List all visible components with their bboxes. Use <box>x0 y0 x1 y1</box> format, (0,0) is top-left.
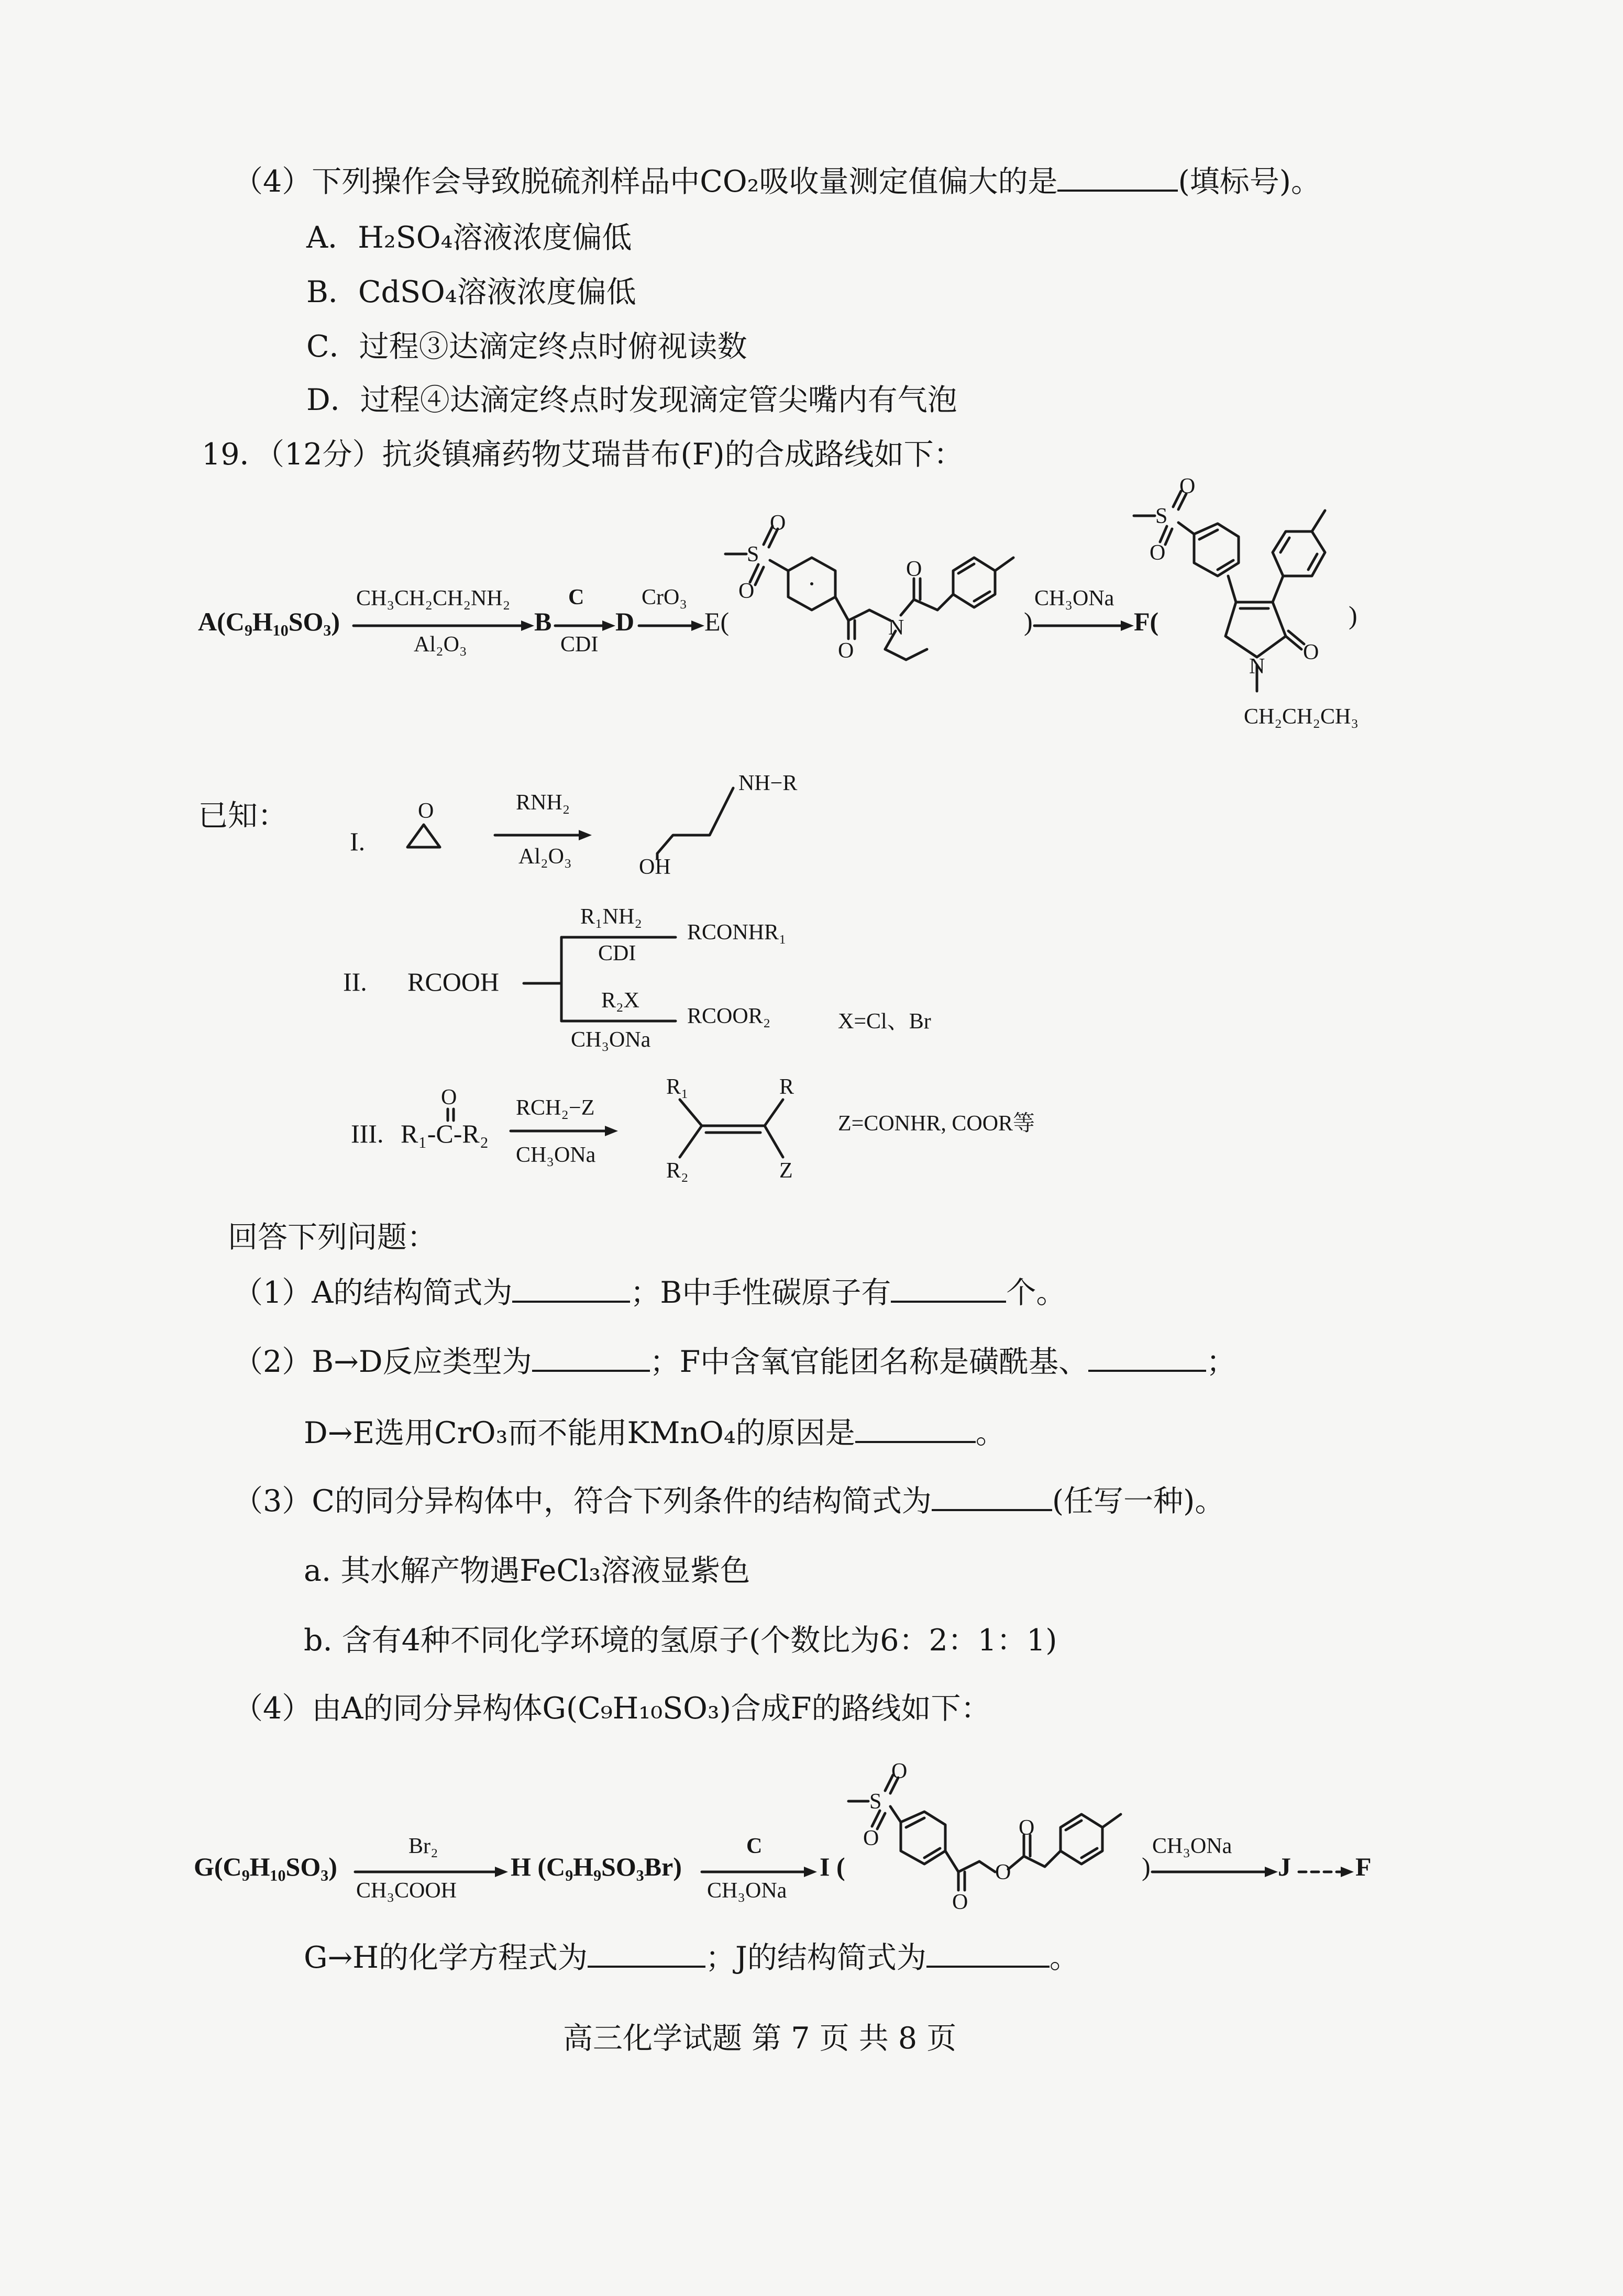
reagent-c: C <box>746 1834 763 1858</box>
f-close-paren: ) <box>1349 601 1357 630</box>
compound-a: A(C₉H₁₀SO₃) <box>198 607 340 636</box>
sub-question-2: （2）B→D反应类型为 ；F中含氧官能团名称是磺酰基、 ； <box>233 1345 1236 1379</box>
atom-o: O <box>1019 1816 1035 1840</box>
condition-a: a. 其水解产物遇FeCl₃溶液显紫色 <box>304 1554 750 1588</box>
known-i-label: I. <box>350 827 366 856</box>
compound-f-label: F( <box>1134 607 1159 636</box>
page-footer: 高三化学试题 第 7 页 共 8 页 <box>563 2021 957 2056</box>
atom-o: O <box>1303 640 1319 664</box>
option-b: B．CdSO₄溶液浓度偏低 <box>306 275 636 309</box>
i-close-paren: ) <box>1142 1852 1151 1881</box>
known-iii-prod-r2: R₂ <box>666 1159 689 1183</box>
known-iii-reagent-top: RCH₂−Z <box>516 1096 595 1120</box>
reagent-ch3ona: CH₃ONa <box>707 1879 787 1903</box>
compound-b: B <box>534 607 552 636</box>
reagent-ch3ona: CH₃ONa <box>1034 586 1114 611</box>
atom-n: N <box>1249 655 1265 679</box>
compound-i-label: I ( <box>820 1852 845 1881</box>
atom-s: S <box>869 1790 882 1814</box>
atom-s: S <box>747 542 759 567</box>
known-iii-note: Z=CONHR, COOR等 <box>838 1112 1035 1136</box>
atom-o: O <box>838 639 854 663</box>
reagent-cdi: CDI <box>560 633 599 657</box>
known-ii-top-reagent-cdi: CDI <box>598 941 636 966</box>
arrowhead <box>1341 1867 1354 1877</box>
reagent-acetic-acid: CH₃COOH <box>356 1879 457 1903</box>
reagent-al2o3: Al₂O₃ <box>414 633 467 657</box>
known-ii-bottom-product: RCOOR₂ <box>687 1004 771 1028</box>
known-ii-top-product: RCONHR₁ <box>687 920 787 945</box>
sub-question-3: （3）C的同分异构体中，符合下列条件的结构简式为 (任写一种)。 <box>233 1484 1225 1518</box>
known-iii-label: III. <box>351 1119 384 1148</box>
sub-question-2-line-2: D→E选用CrO₃而不能用KMnO₄的原因是 。 <box>304 1416 1006 1450</box>
compound-e-label: E( <box>704 607 730 636</box>
arrowhead <box>804 1867 817 1877</box>
atom-n: N <box>888 616 904 640</box>
reagent-ch3ona: CH₃ONa <box>1152 1834 1232 1858</box>
known-ii-label: II. <box>343 967 367 996</box>
known-ii-bottom-reagent-ch3ona: CH₃ONa <box>571 1028 651 1052</box>
known-iii-prod-r1: R₁ <box>666 1075 689 1099</box>
known-iii-reactant: R₁-C-R₂ <box>401 1119 489 1148</box>
atom-o: O <box>1150 541 1166 565</box>
atom-o: O <box>418 799 434 823</box>
condition-b: b. 含有4种不同化学环境的氢原子(个数比为6：2：1：1) <box>304 1623 1057 1658</box>
reagent-c: C <box>568 585 584 609</box>
f-propyl: CH₂CH₂CH₃ <box>1244 705 1359 729</box>
option-d: D．过程④达滴定终点时发现滴定管尖嘴内有气泡 <box>306 383 957 417</box>
known-label: 已知： <box>198 798 288 833</box>
atom-o: O <box>906 557 922 581</box>
known-i-reagent-bottom: Al₂O₃ <box>518 845 572 869</box>
known-iii-prod-z: Z <box>779 1159 793 1183</box>
atom-o: O <box>770 511 786 535</box>
known-ii-note: X=Cl、Br <box>838 1010 931 1034</box>
reagent-propylamine: CH₃CH₂CH₂NH₂ <box>356 586 511 611</box>
atom-o: O <box>952 1890 968 1914</box>
atom-o: O <box>441 1085 457 1110</box>
atom-o: O <box>891 1759 908 1783</box>
known-i-product-nh: NH−R <box>738 771 798 795</box>
arrowhead <box>1265 1867 1278 1877</box>
q19-header: 19．（12分）抗炎镇痛药物艾瑞昔布(F)的合成路线如下： <box>202 437 964 472</box>
reagent-cro3: CrO₃ <box>642 585 687 609</box>
atom-o: O <box>863 1826 879 1850</box>
known-i-reagent-top: RNH₂ <box>516 791 570 815</box>
compound-j: J <box>1278 1852 1291 1881</box>
atom-o: O <box>1179 474 1196 498</box>
structure-i <box>848 1775 1121 1890</box>
answer-blank[interactable] <box>588 1943 705 1968</box>
compound-h: H (C₉H₉SO₃Br) <box>511 1852 682 1881</box>
q18-4-stem: （4）下列操作会导致脱硫剂样品中CO₂吸收量测定值偏大的是 (填标号)。 <box>233 164 1321 199</box>
sub-question-4: （4）由A的同分异构体G(C₉H₁₀SO₃)合成F的路线如下： <box>233 1691 991 1726</box>
e-close-paren: ) <box>1024 607 1033 636</box>
option-c: C．过程③达滴定终点时俯视读数 <box>306 329 747 364</box>
option-a: A．H₂SO₄溶液浓度偏低 <box>306 220 632 255</box>
final-question: G→H的化学方程式为 ；J的结构简式为 。 <box>304 1940 1079 1975</box>
known-i-product-oh: OH <box>639 855 671 879</box>
known-ii-bottom-reagent: R₂X <box>601 989 639 1013</box>
known-ii-top-reagent: R₁NH₂ <box>580 905 642 929</box>
known-iii-prod-r: R <box>779 1075 794 1099</box>
atom-s: S <box>1155 504 1168 528</box>
atom-o: O <box>995 1860 1011 1884</box>
known-ii-reactant: RCOOH <box>407 967 500 996</box>
compound-d: D <box>615 607 635 636</box>
compound-f: F <box>1355 1852 1372 1881</box>
arrowhead <box>495 1867 508 1877</box>
reagent-br2: Br₂ <box>408 1834 438 1858</box>
compound-g: G(C₉H₁₀SO₃) <box>194 1852 337 1881</box>
atom-o: O <box>738 579 755 603</box>
answer-prompt: 回答下列问题： <box>228 1220 437 1255</box>
answer-blank[interactable] <box>926 1943 1050 1968</box>
sub-question-1: （1）A的结构简式为 ；B中手性碳原子有 个。 <box>233 1275 1066 1310</box>
known-iii-reagent-bottom: CH₃ONa <box>516 1143 596 1167</box>
